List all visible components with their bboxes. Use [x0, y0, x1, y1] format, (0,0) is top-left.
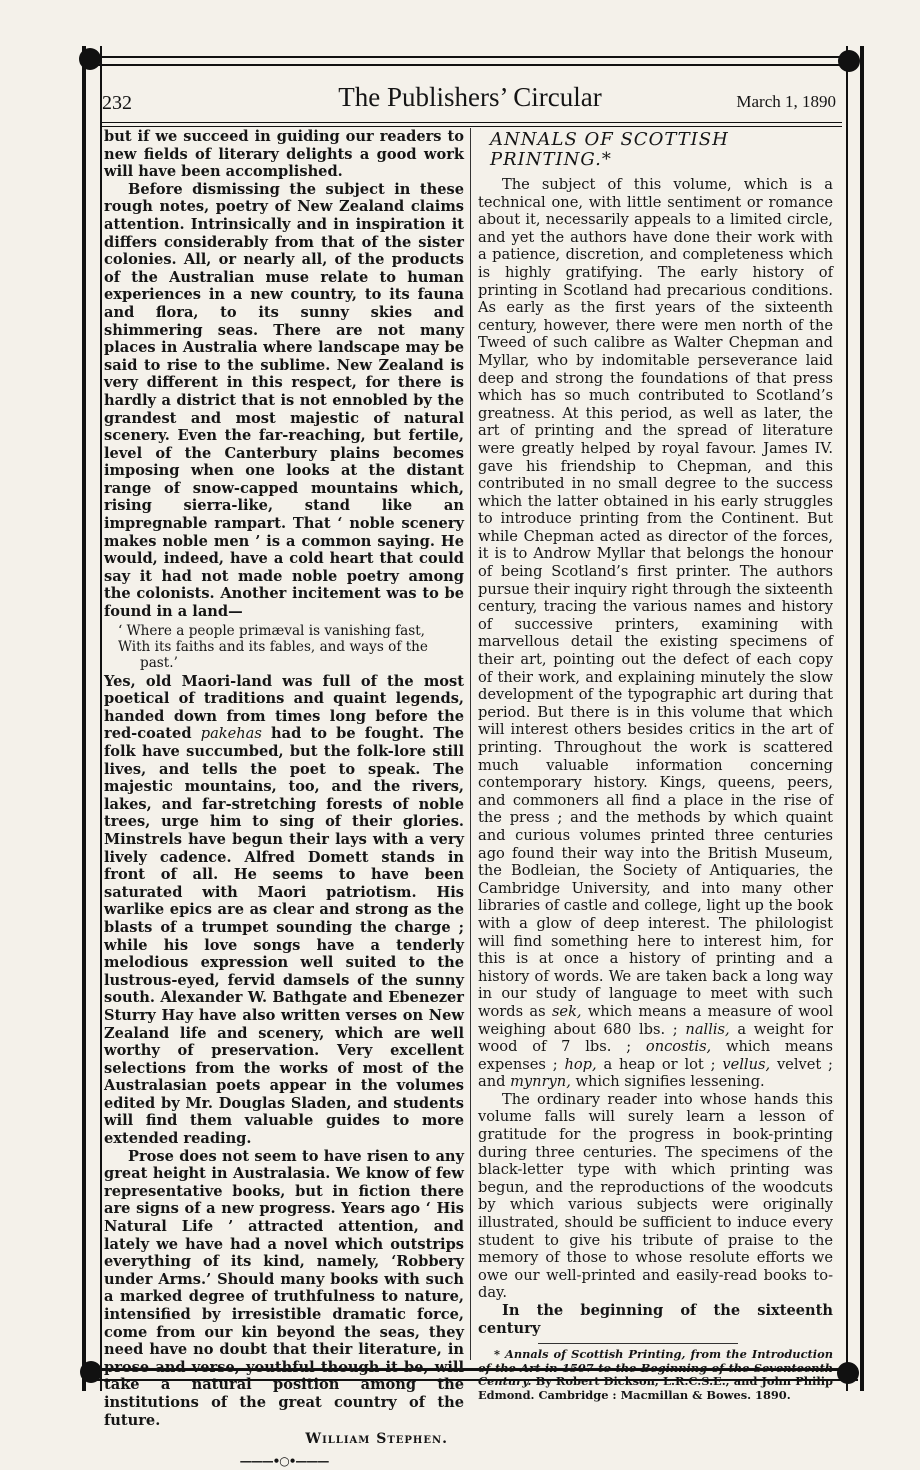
- text-after-mynryn: which signifies lessening.: [575, 1073, 765, 1091]
- text-after-vellus: velvet ; and: [478, 1055, 833, 1091]
- text-after-nallis: a weight for wood of 7 lbs. ;: [478, 1020, 834, 1056]
- left-column: [104, 128, 464, 1470]
- column-divider: [470, 128, 471, 1360]
- journal-title: The Publishers’ Circular: [338, 82, 602, 112]
- footnote-details: By Robert Dickson, L.R.C.S.E., and John Philip Edmond. Cambridge : Macmillan & Bowes. 1890.: [478, 1374, 833, 1402]
- footnote-book-title: * Annals of Scottish Printing, from the Introduction of the Art in 1507 to the Beginning of the Seventeenth Century.: [478, 1347, 833, 1389]
- corner-ornament-top-right: [838, 50, 860, 72]
- issue-date: March 1, 1890: [736, 92, 836, 111]
- left-paragraph-3: [104, 673, 464, 1148]
- article-title: ANNALS OF SCOTTISH PRINTING.*: [490, 129, 729, 170]
- left-paragraph-3-end: had to be fought. The folk have succumbed, but the folk-lore still lives, and tells the poet to speak. The majestic mountains, too, and the rivers, lakes, and far-stretching forests of noble trees, urge him to sing of their glories. Minstrels have begun their lays with a very lively cadence. Alfred Domett stands in front of all. He seems to have been saturated with Maori patriotism. His warlike epics are as clear and strong as the blasts of a trumpet sounding the charge ; while his love songs have a tenderly melodious expression well suited to the lustrous-eyed, fervid damsels of the sunny south. Alexander W. Bathgate and Ebenezer Sturry Hay have also written verses on New Zealand life and scenery, which are well worthy of preservation. Very excellent selections from the works of most of the Australasian poets appear in the volumes edited by Mr. Douglas Sladen, and students will find them valuable guides to more extended reading.: [104, 725, 464, 1148]
- section-separator: ———•○•———: [239, 1453, 329, 1468]
- verse-line-1: ‘ Where a people primæval is vanishing fast,: [118, 622, 426, 639]
- text-after-hop: a heap or lot ;: [603, 1055, 716, 1073]
- corner-ornament-bottom-left: [80, 1361, 102, 1383]
- right-paragraph-3: In the beginning of the sixteenth century: [478, 1302, 833, 1337]
- author-signature: William Stephen.: [305, 1431, 448, 1448]
- right-paragraph-1: [478, 176, 833, 1091]
- italic-word-pakehas: pakehas: [200, 725, 262, 743]
- quoted-verse: [118, 623, 464, 671]
- word-sek: sek,: [551, 1002, 582, 1020]
- verse-line-2: With its faiths and its fables, and ways of the: [118, 638, 428, 655]
- right-column: [478, 128, 833, 1403]
- word-oncostis: oncostis,: [645, 1038, 712, 1056]
- left-border-rule: [82, 46, 102, 1391]
- verse-line-3: past.’: [140, 654, 178, 671]
- word-mynryn: mynryn,: [510, 1073, 571, 1091]
- corner-ornament-bottom-right: [837, 1362, 859, 1384]
- left-paragraph-2: Before dismissing the subject in these rough notes, poetry of New Zealand claims attention. Intrinsically and in inspiration it differs considerably from that of the sister colonies. All, or nearly all, of the products of the Australian muse relate to human experiences in a new country, to its fauna and flora, to its sunny skies and shimmering seas. There are not many places in Australia where landscape may be said to rise to the sublime. New Zealand is very different in this respect, for there is hardly a district that is not ennobled by the grandest and most majestic of natural scenery. Even the far-reaching, but fertile, level of the Canterbury plains becomes imposing when one looks at the distant range of snow-capped mountains which, rising sierra-like, stand like an impregnable rampart. That ‘ noble scenery makes noble men ’ is a common saying. He would, indeed, have a cold heart that could say it had not made noble poetry among the colonists. Another incitement was to be found in a land—: [104, 180, 464, 621]
- text-after-oncostis: which means expenses ;: [478, 1038, 833, 1073]
- header-rule: [100, 122, 842, 127]
- page-number: 232: [102, 92, 132, 114]
- running-header: [100, 80, 840, 120]
- left-paragraph-4: Prose does not seem to have risen to any great height in Australasia. We know of few representative books, but in fiction there are signs of a new progress. Years ago ‘ His Natural Life ’ attracted attention, and lately we have had a novel which outstrips everything of its kind, namely, ‘Robbery under Arms.’ Should many books with such a marked degree of truthfulness to nature, intensified by irresistible dramatic force, come from our kin beyond the seas, they need have no doubt that their literature, in prose and verse, youthful though it be, will take a natural position among the institutions of the great country of the future.: [104, 1147, 464, 1429]
- right-paragraph-1-text: The subject of this volume, which is a technical one, with little sentiment or romance about it, necessarily appeals to a limited circle, and yet the authors have done their work with a patience, discretion, and completeness which is highly gratifying. The early history of printing in Scotland had precarious conditions. As early as the first years of the sixteenth century, however, there were men north of the Tweed of such calibre as Walter Chepman and Myllar, who by indomitable perseverance laid deep and strong the foundations of that press which has so much contributed to Scotland’s greatness. At this period, as well as later, the art of printing and the spread of literature were greatly helped by royal favour. James IV. gave his friendship to Chepman, and this contributed in no small degree to the success which the latter obtained in his early struggles to introduce printing from the Continent. But while Chepman acted as director of the forces, it is to Androw Myllar that belongs the honour of being Scotland’s first printer. The authors pursue their inquiry right through the sixteenth century, tracing the various names and history of successive printers, examining with marvellous detail the existing specimens of their art, pointing out the defect of each copy of their work, and explaining minutely the slow development of the typographic art during that period. But there is in this volume that which will interest others besides critics in the art of printing. Throughout the work is scattered much valuable information concerning contemporary history. Kings, queens, peers, and commoners all find a place in the rise of the press ; and the methods by which quaint and curious volumes printed three centuries ago found their way into the British Museum, the Bodleian, the Society of Antiquaries, the Cambridge University, and into many other libraries of castle and college, light up the book with a glow of deep interest. The philologist will find something here to interest him, for this is at once a history of printing and a history of words. We are taken back a long way in our study of language to meet with such words as: [478, 176, 833, 1020]
- word-hop: hop,: [564, 1055, 597, 1073]
- left-paragraph-3-start: Yes, old Maori-land was full of the most poetical of traditions and quaint legends, handed down from times long before the red-coated: [104, 672, 464, 743]
- corner-ornament-top-left: [79, 48, 101, 70]
- footnote: [478, 1348, 833, 1402]
- right-border-rule: [846, 46, 864, 1391]
- word-nallis: nallis,: [685, 1020, 730, 1038]
- right-paragraph-2: The ordinary reader into whose hands this volume falls will surely learn a lesson of gratitude for the progress in book-printing during three centuries. The specimens of the black-letter type with which printing was begun, and the reproductions of the woodcuts by which various subjects were originally illustrated, should be sufficient to induce every student to give his tribute of praise to the memory of those to whose resolute efforts we owe our well-printed and easily-read books to-day.: [478, 1090, 833, 1302]
- left-paragraph-1: but if we succeed in guiding our readers to new fields of literary delights a good work will have been accomplished.: [104, 128, 464, 181]
- word-vellus: vellus,: [722, 1055, 771, 1073]
- text-after-sek: which means a measure of wool weighing about 680 lbs. ;: [478, 1002, 833, 1038]
- footnote-rule: [538, 1343, 738, 1344]
- top-border-rule: [82, 56, 858, 66]
